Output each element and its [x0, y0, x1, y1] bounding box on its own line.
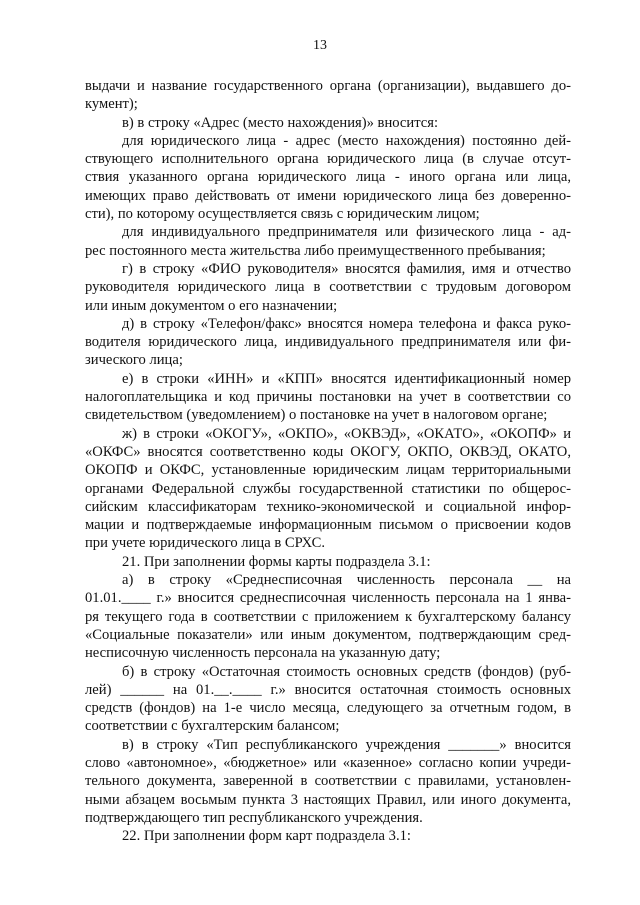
text-line: для юридического лица - адрес (место нахождения) постоянно дей-: [122, 132, 571, 149]
text-line: ствующего исполнительного органа юридического лица (в случае отсут-: [85, 151, 571, 168]
text-line: тельного документа, заверенной в соответствии с правилами, установлен-: [85, 773, 571, 790]
text-line: выдачи и название государственного органа (организации), выдавшего до-: [85, 78, 571, 94]
text-line: кумент);: [85, 96, 138, 113]
text-line: или иным документом о его назначении;: [85, 297, 338, 314]
text-line: б) в строку «Остаточная стоимость основных средств (фондов) (руб-: [122, 663, 571, 680]
text-line: налогоплательщика и код причины постановки на учет в соответствии со: [85, 389, 571, 406]
text-line: для индивидуального предпринимателя или физического лица - ад-: [122, 224, 571, 241]
text-line: при учете юридического лица в СРХС.: [85, 535, 326, 552]
text-line: имеющих право действовать от имени юридического лица без доверенно-: [85, 187, 571, 204]
text-line: органами Федеральной службы государственной статистики по общерос-: [85, 480, 571, 497]
text-line: ными абзацем восьмым пункта 3 настоящих Правил, или иного документа,: [85, 791, 571, 808]
text-line: ствия указанного органа юридического лица - иного органа или лица,: [85, 169, 571, 186]
text-line: ж) в строки «ОКОГУ», «ОКПО», «ОКВЭД», «ОКАТО», «ОКОПФ» и: [122, 425, 571, 442]
document-body: [85, 77, 571, 845]
text-line: 22. При заполнении форм карт подраздела 3.1:: [122, 828, 411, 845]
text-line: лей) ______ на 01.__.____ г.» вносится остаточная стоимость основных: [85, 681, 571, 698]
text-line: водителя юридического лица, индивидуального предпринимателя или фи-: [85, 334, 571, 351]
text-line: свидетельством (уведомлением) о постановке на учет в налоговом органе;: [85, 407, 548, 424]
text-line: «ОКФС» вносятся соответственно коды ОКОГУ, ОКПО, ОКВЭД, ОКАТО,: [85, 443, 571, 460]
text-line: зического лица;: [85, 352, 183, 369]
text-line: «Социальные показатели» или иным документом, подтверждающим сред-: [85, 626, 571, 643]
text-line: в) в строку «Тип республиканского учреждения _______» вносится: [122, 736, 571, 753]
text-line: руководителя юридического лица в соответствии с трудовым договором: [85, 279, 571, 296]
page-number: 13: [313, 38, 327, 53]
text-line: соответствии с бухгалтерским балансом;: [85, 718, 340, 735]
text-line: е) в строки «ИНН» и «КПП» вносятся идентификационный номер: [122, 370, 571, 387]
text-line: 21. При заполнении формы карты подраздела 3.1:: [122, 553, 431, 570]
text-line: сти), по которому осуществляется связь с юридическим лицом;: [85, 206, 480, 223]
text-line: средств (фондов) на 1-е число месяца, следующего за отчетным годом, в: [85, 700, 571, 717]
text-line: ря текущего года в соответствии с приложением к бухгалтерскому балансу: [85, 608, 571, 625]
text-line: мации и подтверждаемые информационным письмом о присвоении кодов: [85, 517, 571, 534]
text-line: г) в строку «ФИО руководителя» вносятся фамилия, имя и отчество: [122, 260, 571, 277]
text-line: 01.01.____ г.» вносится среднесписочная численность персонала на 1 янва-: [85, 590, 571, 607]
text-line: слово «автономное», «бюджетное» или «казенное» согласно копии учреди-: [85, 754, 571, 771]
text-line: несписочную численность персонала на указанную дату;: [85, 645, 441, 662]
text-line: д) в строку «Телефон/факс» вносятся номера телефона и факса руко-: [122, 315, 571, 332]
text-line: сийским классификаторам технико-экономической и социальной инфор-: [85, 498, 571, 515]
text-line: в) в строку «Адрес (место нахождения)» вносится:: [122, 114, 438, 131]
text-line: подтверждающего тип республиканского учреждения.: [85, 809, 423, 826]
text-line: ОКОПФ и ОКФС, установленные юридическим лицам территориальными: [85, 462, 571, 479]
text-line: а) в строку «Среднесписочная численность персонала __ на: [122, 572, 571, 589]
text-line: рес постоянного места жительства либо преимущественного пребывания;: [85, 242, 546, 259]
